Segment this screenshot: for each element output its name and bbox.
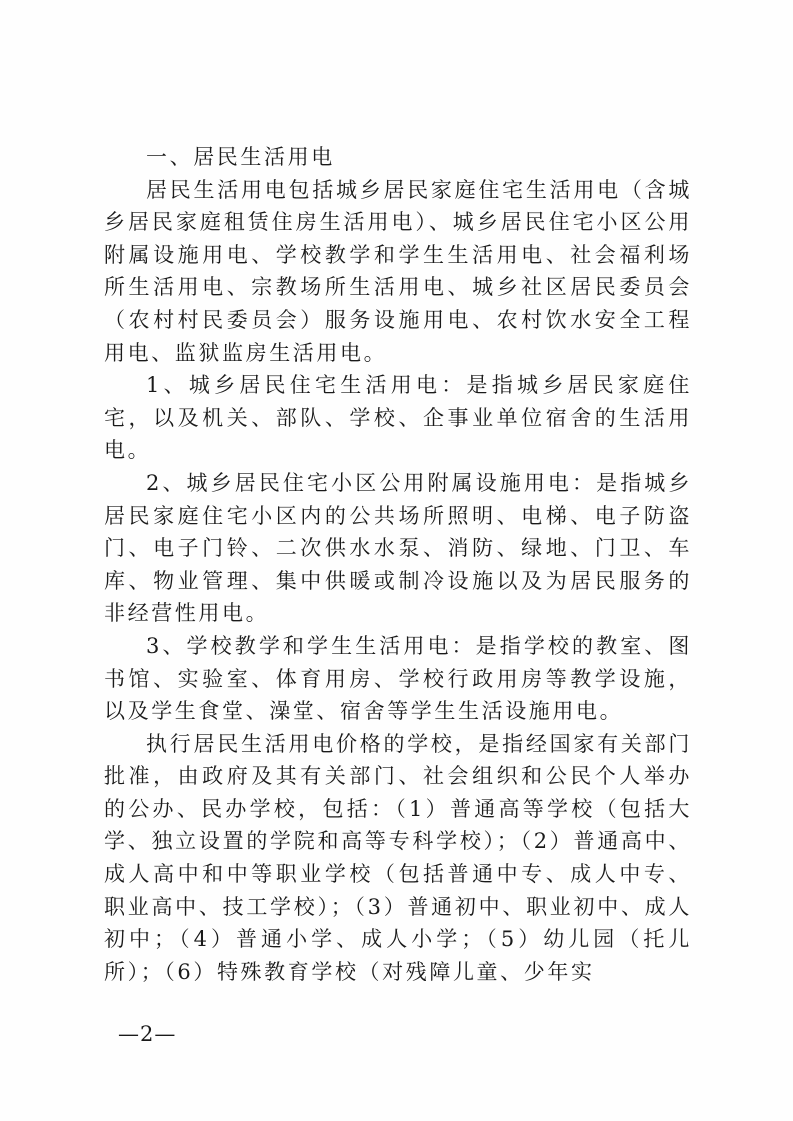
paragraph-intro: 居民生活用电包括城乡居民家庭住宅生活用电（含城乡居民家庭租赁住房生活用电）、城乡居民住宅小区公用附属设施用电、学校教学和学生生活用电、社会福利场所生活用电、宗教场所生活用电、城乡社区居民委员会（农村村民委员会）服务设施用电、农村饮水安全工程用电、监狱监房生活用电。 xyxy=(104,177,692,365)
document-body xyxy=(104,141,692,988)
paragraph-item-3: 3、学校教学和学生生活用电：是指学校的教室、图书馆、实验室、体育用房、学校行政用房等教学设施，以及学生食堂、澡堂、宿舍等学生生活设施用电。 xyxy=(104,633,692,724)
section-heading: 一、居民生活用电 xyxy=(146,145,335,169)
paragraph-item-1: 1、城乡居民住宅生活用电：是指城乡居民家庭住宅，以及机关、部队、学校、企事业单位宿舍的生活用电。 xyxy=(104,373,692,463)
page-number: —2— xyxy=(118,1022,177,1046)
paragraph-item-2: 2、城乡居民住宅小区公用附属设施用电：是指城乡居民家庭住宅小区内的公共场所照明、电梯、电子防盗门、电子门铃、二次供水水泵、消防、绿地、门卫、车库、物业管理、集中供暖或制冷设施以及为居民服务的非经营性用电。 xyxy=(104,470,692,626)
paragraph-school-scope: 执行居民生活用电价格的学校，是指经国家有关部门批准，由政府及其有关部门、社会组织和公民个人举办的公办、民办学校，包括：（1）普通高等学校（包括大学、独立设置的学院和高等专科学校）；（2）普通高中、成人高中和中等职业学校（包括普通中专、成人中专、职业高中、技工学校）；（3）普通初中、职业初中、成人初中；（4）普通小学、成人小学；（5）幼儿园（托儿所）；（6）特殊教育学校（对残障儿童、少年实 xyxy=(104,731,692,984)
